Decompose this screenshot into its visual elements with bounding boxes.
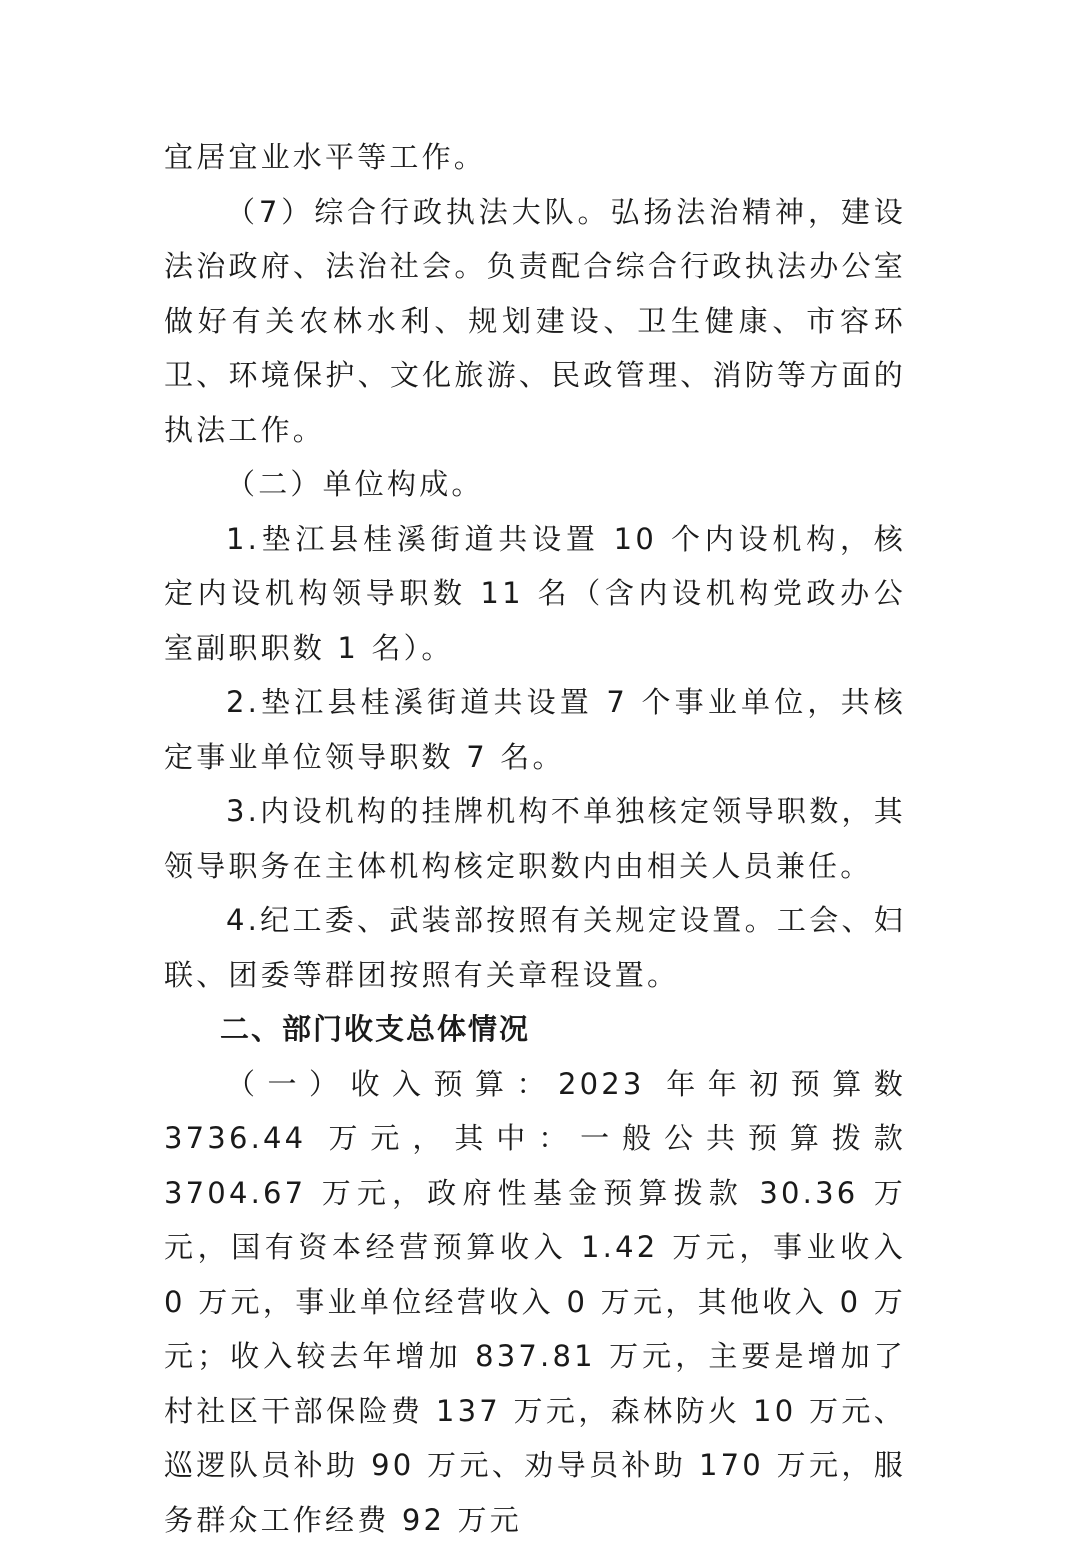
paragraph-item-4: 4.纪工委、武装部按照有关规定设置。工会、妇联、团委等群团按照有关章程设置。 — [164, 893, 906, 1002]
paragraph-item-1: 1.垫江县桂溪街道共设置 10 个内设机构，核定内设机构领导职数 11 名（含内设机构党政办公室副职职数 1 名）。 — [164, 512, 906, 676]
subheading-unit-composition: （二）单位构成。 — [164, 457, 906, 512]
paragraph-item-2: 2.垫江县桂溪街道共设置 7 个事业单位，共核定事业单位领导职数 7 名。 — [164, 675, 906, 784]
section-heading-budget-overview: 二、部门收支总体情况 — [164, 1002, 906, 1057]
paragraph-income-budget: （一）收入预算：2023 年年初预算数 3736.44 万元，其中：一般公共预算拨款 3704.67 万元，政府性基金预算拨款 30.36 万元，国有资本经营预算收入 1.42 万元，事业收入 0 万元，事业单位经营收入 0 万元，其他收入 0 万元；收入较去年增加 837.81 万元，主要是增加了村社区干部保险费 137 万元，森林防火 10 万元、巡逻队员补助 90 万元、劝导员补助 170 万元，服务群众工作经费 92 万元 — [164, 1057, 906, 1547]
paragraph-enforcement-brigade: （7）综合行政执法大队。弘扬法治精神，建设法治政府、法治社会。负责配合综合行政执法办公室做好有关农林水利、规划建设、卫生健康、市容环卫、环境保护、文化旅游、民政管理、消防等方面的执法工作。 — [164, 185, 906, 458]
document-body — [164, 130, 906, 1547]
paragraph-item-3: 3.内设机构的挂牌机构不单独核定领导职数，其领导职务在主体机构核定职数内由相关人员兼任。 — [164, 784, 906, 893]
paragraph-continuation: 宜居宜业水平等工作。 — [164, 130, 906, 185]
